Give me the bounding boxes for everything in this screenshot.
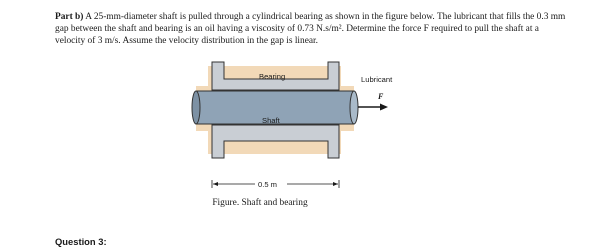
lubricant-label: Lubricant [361, 75, 393, 84]
next-question-heading: Question 3: [55, 236, 107, 247]
bearing-label: Bearing [259, 72, 286, 81]
figure-caption: Figure. Shaft and bearing [212, 198, 308, 208]
force-label: F [378, 92, 384, 101]
part-label: Part b) [55, 12, 84, 22]
force-arrow-icon [358, 104, 388, 111]
problem-text: A 25-mm-diameter shaft is pulled through a cylindrical bearing as shown in the figure below. The lubricant that fills the 0.3 mm gap between the shaft and bearing is an oil having a viscosity of 0.73 N.s/m². Determine the force F required to pull the shaft at a velocity of 3 m/s. Assume the velocity distribution in the gap is linear. [55, 12, 566, 47]
shaft-label: Shaft [262, 116, 280, 125]
length-label: 0.5 m [258, 180, 277, 189]
